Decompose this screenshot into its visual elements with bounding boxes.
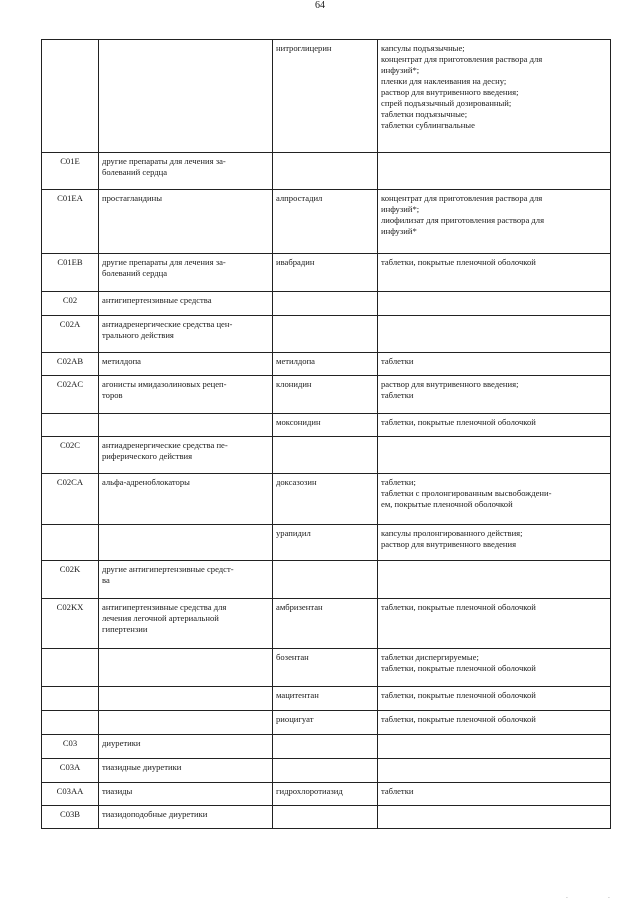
atc-code-cell — [42, 806, 99, 829]
anatomical-therapeutic-group-line: тиазиды — [102, 786, 133, 796]
atc-code-cell — [42, 474, 99, 525]
anatomical-therapeutic-group-line: антигипертензивные средства — [102, 295, 212, 305]
drug-name-cell — [273, 806, 378, 829]
atc-code-cell — [42, 599, 99, 649]
dosage-forms-cell — [378, 599, 611, 649]
drug-name-cell — [273, 561, 378, 599]
dosage-forms-line: ем, покрытые пленочной оболочкой — [381, 499, 513, 509]
dosage-forms-line: инфузий* — [381, 226, 417, 236]
anatomical-therapeutic-group-cell — [99, 649, 273, 687]
dosage-forms-line: спрей подъязычный дозированный; — [381, 98, 512, 108]
dosage-forms-line: инфузий*; — [381, 204, 420, 214]
drug-name-text: амбризентан — [276, 602, 323, 612]
drug-name-cell — [273, 599, 378, 649]
anatomical-therapeutic-group-line: диуретики — [102, 738, 141, 748]
atc-code-text: C02CA — [56, 477, 84, 487]
anatomical-therapeutic-group-line: тиазидоподобные диуретики — [102, 809, 208, 819]
dosage-forms-cell — [378, 190, 611, 254]
atc-code-cell — [42, 783, 99, 806]
dosage-forms-line: таблетки диспергируемые; — [381, 652, 479, 662]
drug-name-text: гидрохлоротиазид — [276, 786, 343, 796]
dosage-forms-cell — [378, 783, 611, 806]
anatomical-therapeutic-group-cell — [99, 783, 273, 806]
dosage-forms-cell — [378, 687, 611, 711]
atc-code-cell — [42, 735, 99, 759]
atc-code-text: C02C — [59, 440, 81, 450]
table-row — [42, 292, 611, 316]
anatomical-therapeutic-group-line: антиадренергические средства цен- — [102, 319, 233, 329]
atc-code-text: C03B — [59, 809, 81, 819]
dosage-forms-line: раствор для внутривенного введения — [381, 539, 517, 549]
anatomical-therapeutic-group-line: другие антигипертензивные средст- — [102, 564, 234, 574]
table-row — [42, 376, 611, 414]
dosage-forms-line: концентрат для приготовления раствора для — [381, 54, 543, 64]
dosage-forms-line: таблетки, покрытые пленочной оболочкой — [381, 690, 536, 700]
atc-code-text: C02AC — [56, 379, 84, 389]
anatomical-therapeutic-group-cell — [99, 711, 273, 735]
table-row — [42, 711, 611, 735]
anatomical-therapeutic-group-cell — [99, 474, 273, 525]
anatomical-therapeutic-group-line: ва — [102, 575, 110, 585]
atc-code-cell — [42, 353, 99, 376]
dosage-forms-cell — [378, 711, 611, 735]
table-row — [42, 759, 611, 783]
table-row — [42, 353, 611, 376]
dosage-forms-cell — [378, 437, 611, 474]
anatomical-therapeutic-group-cell — [99, 687, 273, 711]
scan-speck: · — [608, 895, 610, 902]
anatomical-therapeutic-group-line: болеваний сердца — [102, 167, 168, 177]
atc-code-text: C02AB — [56, 356, 84, 366]
anatomical-therapeutic-group-cell — [99, 292, 273, 316]
anatomical-therapeutic-group-line: антигипертензивные средства для — [102, 602, 227, 612]
anatomical-therapeutic-group-line: антиадренергические средства пе- — [102, 440, 228, 450]
anatomical-therapeutic-group-line: другие препараты для лечения за- — [102, 257, 226, 267]
atc-code-text: C01E — [60, 156, 80, 166]
drug-name-cell — [273, 254, 378, 292]
table-row — [42, 40, 611, 153]
table-row — [42, 153, 611, 190]
atc-code-text: C01EB — [57, 257, 83, 267]
drug-name-cell — [273, 687, 378, 711]
page-number: 64 — [315, 0, 325, 11]
drug-name-cell — [273, 437, 378, 474]
anatomical-therapeutic-group-line: торов — [102, 390, 123, 400]
anatomical-therapeutic-group-cell — [99, 437, 273, 474]
drug-name-cell — [273, 190, 378, 254]
table-row — [42, 735, 611, 759]
dosage-forms-line: капсулы подъязычные; — [381, 43, 465, 53]
atc-code-cell — [42, 376, 99, 414]
table-row — [42, 190, 611, 254]
dosage-forms-cell — [378, 414, 611, 437]
drug-name-cell — [273, 376, 378, 414]
atc-code-cell — [42, 561, 99, 599]
drug-name-text: нитроглицерин — [276, 43, 332, 53]
drug-name-cell — [273, 759, 378, 783]
drug-name-cell — [273, 735, 378, 759]
dosage-forms-line: лиофилизат для приготовления раствора для — [381, 215, 545, 225]
atc-code-cell — [42, 649, 99, 687]
anatomical-therapeutic-group-line: лечения легочной артериальной — [102, 613, 219, 623]
drug-name-cell — [273, 783, 378, 806]
atc-code-cell — [42, 153, 99, 190]
dosage-forms-line: таблетки — [381, 356, 414, 366]
anatomical-therapeutic-group-line: риферического действия — [102, 451, 193, 461]
dosage-forms-cell — [378, 474, 611, 525]
table-body — [42, 40, 611, 829]
drug-name-cell — [273, 414, 378, 437]
anatomical-therapeutic-group-cell — [99, 254, 273, 292]
drug-name-cell — [273, 316, 378, 353]
drug-name-text: ивабрадин — [276, 257, 315, 267]
dosage-forms-cell — [378, 806, 611, 829]
drug-classification-table — [41, 39, 611, 829]
atc-code-cell — [42, 40, 99, 153]
atc-code-cell — [42, 711, 99, 735]
dosage-forms-line: таблетки — [381, 390, 414, 400]
atc-code-text: C03A — [59, 762, 81, 772]
table-row — [42, 806, 611, 829]
atc-code-text: C03AA — [56, 786, 84, 796]
dosage-forms-cell — [378, 561, 611, 599]
dosage-forms-line: таблетки — [381, 786, 414, 796]
table-row — [42, 649, 611, 687]
drug-name-text: урапидил — [276, 528, 311, 538]
anatomical-therapeutic-group-cell — [99, 316, 273, 353]
dosage-forms-cell — [378, 525, 611, 561]
dosage-forms-line: таблетки, покрытые пленочной оболочкой — [381, 257, 536, 267]
anatomical-therapeutic-group-line: трального действия — [102, 330, 174, 340]
dosage-forms-cell — [378, 254, 611, 292]
anatomical-therapeutic-group-cell — [99, 806, 273, 829]
drug-name-cell — [273, 525, 378, 561]
dosage-forms-line: капсулы пролонгированного действия; — [381, 528, 523, 538]
table-row — [42, 687, 611, 711]
table-row — [42, 599, 611, 649]
atc-code-text: C02KX — [56, 602, 84, 612]
drug-name-text: риоцигуат — [276, 714, 314, 724]
anatomical-therapeutic-group-cell — [99, 376, 273, 414]
dosage-forms-cell — [378, 759, 611, 783]
dosage-forms-line: таблетки подъязычные; — [381, 109, 468, 119]
scan-speck: · — [566, 895, 568, 902]
atc-code-cell — [42, 414, 99, 437]
anatomical-therapeutic-group-line: тиазидные диуретики — [102, 762, 182, 772]
anatomical-therapeutic-group-line: простагландины — [102, 193, 163, 203]
dosage-forms-line: пленки для наклеивания на десну; — [381, 76, 507, 86]
dosage-forms-cell — [378, 316, 611, 353]
atc-code-cell — [42, 190, 99, 254]
dosage-forms-line: инфузий*; — [381, 65, 420, 75]
anatomical-therapeutic-group-cell — [99, 525, 273, 561]
drug-name-text: доксазозин — [276, 477, 317, 487]
table-row — [42, 316, 611, 353]
anatomical-therapeutic-group-line: альфа-адреноблокаторы — [102, 477, 190, 487]
dosage-forms-cell — [378, 376, 611, 414]
dosage-forms-line: таблетки с пролонгированным высвобождени- — [381, 488, 552, 498]
dosage-forms-cell — [378, 735, 611, 759]
drug-name-cell — [273, 292, 378, 316]
drug-name-cell — [273, 153, 378, 190]
dosage-forms-line: таблетки сублингвальные — [381, 120, 475, 130]
table-row — [42, 525, 611, 561]
drug-name-text: мацитентан — [276, 690, 319, 700]
anatomical-therapeutic-group-line: другие препараты для лечения за- — [102, 156, 226, 166]
table-row — [42, 437, 611, 474]
anatomical-therapeutic-group-line: метилдопа — [102, 356, 141, 366]
table-row — [42, 561, 611, 599]
anatomical-therapeutic-group-line: болеваний сердца — [102, 268, 168, 278]
anatomical-therapeutic-group-cell — [99, 153, 273, 190]
dosage-forms-line: таблетки; — [381, 477, 416, 487]
drug-name-cell — [273, 40, 378, 153]
drug-name-cell — [273, 649, 378, 687]
anatomical-therapeutic-group-cell — [99, 735, 273, 759]
table-row — [42, 254, 611, 292]
anatomical-therapeutic-group-cell — [99, 353, 273, 376]
anatomical-therapeutic-group-cell — [99, 599, 273, 649]
drug-name-cell — [273, 711, 378, 735]
dosage-forms-cell — [378, 353, 611, 376]
drug-name-cell — [273, 353, 378, 376]
dosage-forms-cell — [378, 40, 611, 153]
drug-name-text: клонидин — [276, 379, 312, 389]
dosage-forms-line: таблетки, покрытые пленочной оболочкой — [381, 417, 536, 427]
atc-code-text: C01EA — [57, 193, 83, 203]
atc-code-cell — [42, 437, 99, 474]
dosage-forms-line: таблетки, покрытые пленочной оболочкой — [381, 602, 536, 612]
anatomical-therapeutic-group-cell — [99, 414, 273, 437]
anatomical-therapeutic-group-cell — [99, 190, 273, 254]
anatomical-therapeutic-group-cell — [99, 759, 273, 783]
table-row — [42, 414, 611, 437]
dosage-forms-cell — [378, 292, 611, 316]
dosage-forms-cell — [378, 649, 611, 687]
drug-name-text: моксонидин — [276, 417, 321, 427]
dosage-forms-line: раствор для внутривенного введения; — [381, 87, 519, 97]
anatomical-therapeutic-group-cell — [99, 40, 273, 153]
dosage-forms-cell — [378, 153, 611, 190]
anatomical-therapeutic-group-cell — [99, 561, 273, 599]
atc-code-cell — [42, 525, 99, 561]
dosage-forms-line: таблетки, покрытые пленочной оболочкой — [381, 663, 536, 673]
atc-code-text: C02A — [59, 319, 81, 329]
dosage-forms-line: раствор для внутривенного введения; — [381, 379, 519, 389]
dosage-forms-line: таблетки, покрытые пленочной оболочкой — [381, 714, 536, 724]
anatomical-therapeutic-group-line: гипертензии — [102, 624, 148, 634]
atc-code-cell — [42, 759, 99, 783]
table-row — [42, 783, 611, 806]
atc-code-cell — [42, 292, 99, 316]
atc-code-text: C02K — [59, 564, 81, 574]
drug-name-text: метилдопа — [276, 356, 315, 366]
atc-code-cell — [42, 254, 99, 292]
drug-name-cell — [273, 474, 378, 525]
dosage-forms-line: концентрат для приготовления раствора для — [381, 193, 543, 203]
atc-code-cell — [42, 316, 99, 353]
atc-code-text: C03 — [62, 738, 78, 748]
table-row — [42, 474, 611, 525]
atc-code-cell — [42, 687, 99, 711]
drug-name-text: бозентан — [276, 652, 309, 662]
anatomical-therapeutic-group-line: агонисты имидазолиновых рецеп- — [102, 379, 227, 389]
atc-code-text: C02 — [62, 295, 78, 305]
drug-name-text: алпростадил — [276, 193, 323, 203]
